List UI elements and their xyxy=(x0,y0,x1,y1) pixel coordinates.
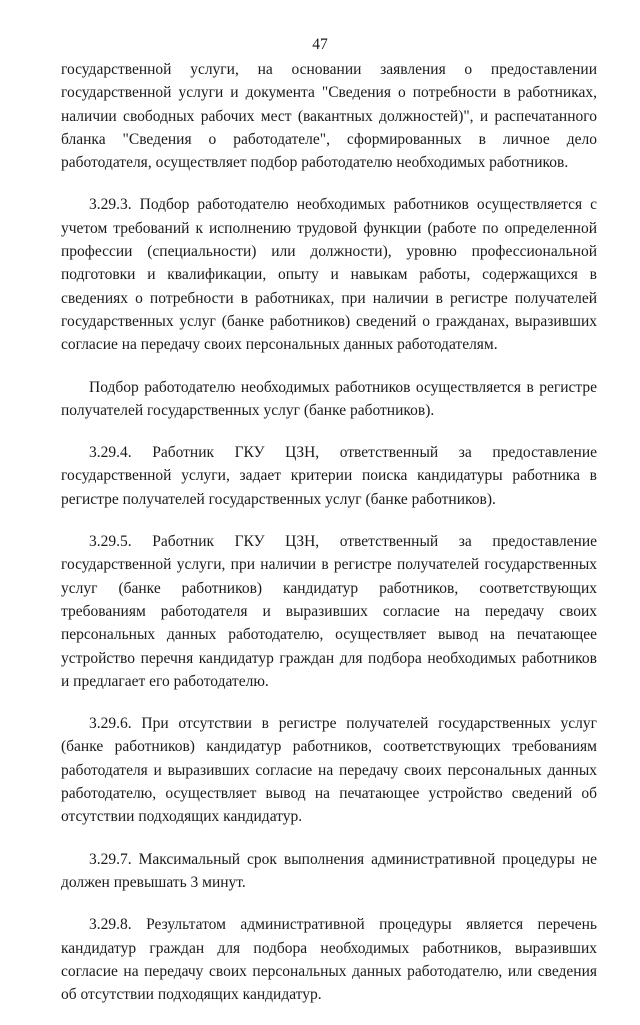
paragraph-3-29-6: 3.29.6. При отсутствии в регистре получателей государственных услуг (банке работников) кандидатур работников, соответствующих требованиям работодателя и выразивших согласие на передачу своих персональных данных работодателю, осуществляет вывод на печатающее устройство сведений об отсутствии подходящих кандидатур. xyxy=(61,715,597,826)
page-number: 47 xyxy=(312,36,328,53)
paragraph-selection-register: Подбор работодателю необходимых работников осуществляется в регистре получателей государственных услуг (банке работников). xyxy=(61,378,597,419)
paragraph-3-29-5: 3.29.5. Работник ГКУ ЦЗН, ответственный за предоставление государственной услуги, при наличии в регистре получателей государственных услуг (банке работников) кандидатур работников, соответствующих требованиям работодателя и выразивших согласие на передачу своих персональных данных работодателю, осуществляет вывод на печатающее устройство перечня кандидатур граждан для подбора необходимых работников и предлагает его работодателю. xyxy=(61,533,597,690)
paragraph-3-29-3: 3.29.3. Подбор работодателю необходимых работников осуществляется с учетом требований к исполнению трудовой функции (работе по определенной профессии (специальности) или должности), уровню профессиональной подготовки и квалификации, опыту и навыкам работы, содержащихся в сведениях о потребности в работниках, при наличии в регистре получателей государственных услуг (банке работников) сведений о гражданах, выразивших согласие на передачу своих персональных данных работодателям. xyxy=(61,196,597,354)
paragraph-3-29-8: 3.29.8. Результатом административной процедуры является перечень кандидатур граждан для подбора необходимых работников, выразивших согласие на передачу своих персональных данных работодателю, или сведения об отсутствии подходящих кандидатур. xyxy=(61,916,597,1004)
paragraph-3-29-4: 3.29.4. Работник ГКУ ЦЗН, ответственный за предоставление государственной услуги, задает критерии поиска кандидатуры работника в регистре получателей государственных услуг (банке работников). xyxy=(61,444,597,508)
paragraph-continuation: государственной услуги, на основании заявления о предоставлении государственной услуги и документа "Сведения о потребности в работниках, наличии свободных рабочих мест (вакантных должностей)", и распечатанного бланка "Сведения о работодателе", сформированных в личное дело работодателя, осуществляет подбор работодателю необходимых работников. xyxy=(61,61,597,172)
paragraph-3-29-7: 3.29.7. Максимальный срок выполнения административной процедуры не должен превышать 3 минут. xyxy=(61,850,597,891)
document-body xyxy=(61,58,597,1025)
